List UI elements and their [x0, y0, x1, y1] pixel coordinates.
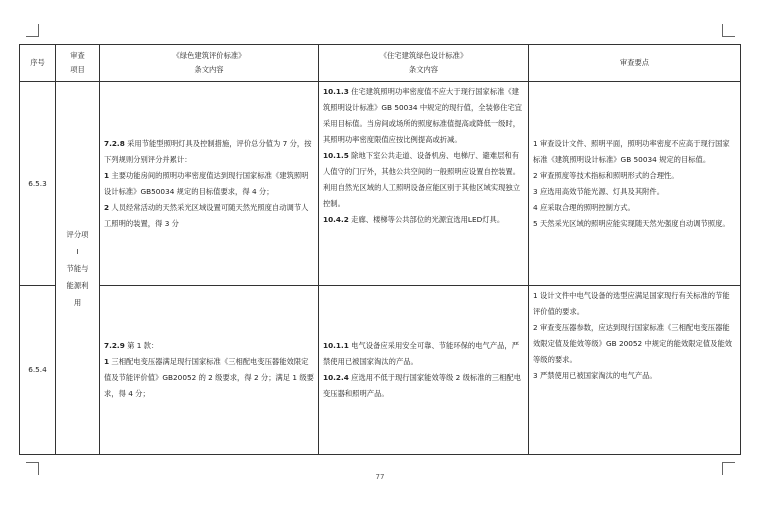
header-review-item: 审查 项目 — [56, 45, 100, 82]
review-points: 1 审查设计文件、照明平面，照明功率密度不应高于现行国家标准《建筑照明设计标准》GB 50034 规定的目标值。 2 审查照度等技术指标和照明形式的合理性。 3 应选用高效节能光源、灯具及其附件。 4 应采取合理的照明控制方式。 5 天然采光区域的照明应能实现随天然光强度自动调节照度。 — [529, 82, 741, 286]
residential-standard-clause: 10.1.3 住宅建筑照明功率密度值不应大于现行国家标准《建筑照明设计标准》GB 50034 中规定的现行值，全装修住宅宜采用目标值。当房间或场所的照度标准值提高或降低一级时，其照明功率密度限值应按比例提高或折减。 10.1.5 除地下室公共走道、设备机房、电梯厅、避难层和有人值守的门厅外，其他公共空间的一般照明应设置自控装置。利用自然光区域的人工照明设备应能区别于其他区域实现独立控制。 10.4.2 走廊、楼梯等公共部位的光源宜选用LED灯具。 — [319, 82, 529, 286]
residential-standard-clause: 10.1.1 电气设备应采用安全可靠、节能环保的电气产品，严禁使用已被国家淘汰的产品。 10.2.4 应选用不低于现行国家能效等级 2 级标准的三相配电变压器和照明产品。 — [319, 286, 529, 455]
table-row — [20, 286, 741, 455]
header-residential-standard: 《住宅建筑绿色设计标准》 条文内容 — [319, 45, 529, 82]
table-row — [20, 82, 741, 286]
crop-mark-top-left — [26, 24, 39, 37]
review-table — [19, 44, 741, 455]
table-header-row — [20, 45, 741, 82]
header-green-standard: 《绿色建筑评价标准》 条文内容 — [100, 45, 319, 82]
review-category: 评分项 Ⅰ 节能与 能源利 用 — [56, 82, 100, 455]
green-standard-clause: 7.2.9 第 1 款： 1 三相配电变压器满足现行国家标准《三相配电变压器能效限定值及节能评价值》GB20052 的 2 级要求，得 2 分；满足 1 级要求，得 4 分； — [100, 286, 319, 455]
page-number: 77 — [375, 473, 385, 481]
green-standard-clause: 7.2.8 采用节能型照明灯具及控制措施，评价总分值为 7 分，按下列规则分别评分并累计： 1 主要功能房间的照明功率密度值达到现行国家标准《建筑照明设计标准》GB50034 规定的目标值要求，得 4 分； 2 人员经常活动的天然采光区域设置可随天然光照度自动调节人工照明的装置，得 3 分 — [100, 82, 319, 286]
row-serial-number: 6.5.3 — [20, 82, 56, 286]
header-serial-number: 序号 — [20, 45, 56, 82]
header-review-points: 审查要点 — [529, 45, 741, 82]
crop-mark-top-right — [722, 24, 735, 37]
review-points: 1 设计文件中电气设备的选型应满足国家现行有关标准的节能评价值的要求。 2 审查变压器参数，应达到现行国家标准《三相配电变压器能效限定值及能效等级》GB 20052 中规定的能效限定值及能效等级的要求。 3 严禁使用已被国家淘汰的电气产品。 — [529, 286, 741, 455]
row-serial-number: 6.5.4 — [20, 286, 56, 455]
